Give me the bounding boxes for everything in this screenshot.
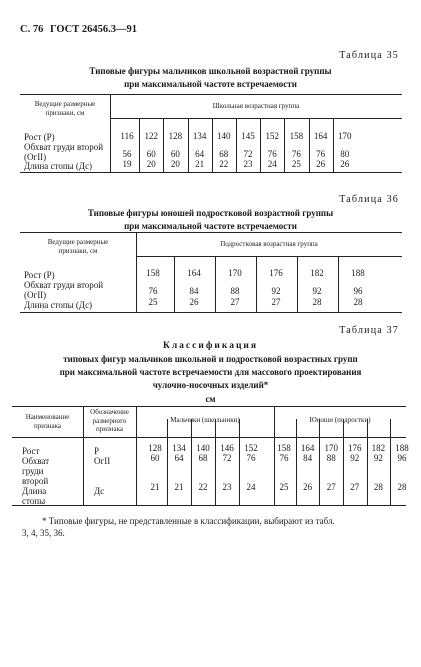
table37-youth-cell: 92 [373,453,383,463]
table36-cell: 158 [146,268,160,278]
table36-row-chest-code: (ОгII) [24,290,47,300]
table36-row-height: Рост (Р) [24,270,55,280]
table36-cell: 28 [312,297,322,307]
table35-cell: 60 [146,149,156,159]
table37-youth-cell: 28 [373,482,383,492]
table37-youth-cell: 158 [277,443,291,453]
table37-youth-cell: 84 [303,453,313,463]
table36-title-line1: Типовые фигуры юношей подростковой возрастной группы [87,208,334,218]
table37-youth-cell: 26 [303,482,313,492]
table35-cell: 170 [338,131,352,141]
table37-title-line0: Классификация [162,341,259,351]
table35-cell: 76 [267,149,277,159]
table37-boys-cell: 128 [148,443,162,453]
table37-boys-cell: 146 [220,443,234,453]
table36-column-divider [338,256,339,312]
table36-cell: 28 [353,297,363,307]
table35-cell: 24 [267,159,277,169]
standard-code: ГОСТ 26456.3—91 [49,24,138,35]
table37-youth-column-divider [343,419,344,505]
table35-cell: 20 [170,159,180,169]
table35-cell: 164 [313,131,328,141]
table35-column-divider [309,118,310,172]
table36-cell: 92 [312,286,322,296]
table35-label: Таблица 35 [339,50,399,61]
table35-cell: 22 [219,159,229,169]
table37-head-name: Наименование признака [25,413,70,430]
table35-cell: 21 [195,159,205,169]
table35-cell: 26 [340,159,350,169]
table35-title-line1: Типовые фигуры мальчиков школьной возрастной группы [89,66,332,76]
table35-cell: 26 [316,159,326,169]
table37-youth-cell: 76 [279,453,289,463]
table36-cell: 170 [228,268,242,278]
page-header [20,24,137,35]
table35-cell: 72 [243,149,253,159]
table37-row-height-name: Рост [22,446,40,456]
table37-youth-cell: 170 [324,443,338,453]
table35-cell: 140 [217,131,231,141]
table35-cell: 145 [241,131,255,141]
table35-cell: 158 [289,131,304,141]
table35-cell: 64 [195,149,205,159]
table35-cell: 76 [316,149,326,159]
table36-title-line2: при максимальной частоте встречаемости [124,221,297,231]
table35-column-divider [188,118,189,172]
table35-column-divider [139,118,140,172]
table35-cell: 20 [146,159,156,169]
table36-cell: 92 [271,286,281,296]
table36-cell: 27 [230,297,240,307]
table35-cell: 122 [144,131,158,141]
table37-title-line1: типовых фигур мальчиков школьной и подростковой возрастных групп [63,354,358,364]
table36-row-chest: Обхват груди второй [24,280,104,290]
table35-cell: 116 [120,131,134,141]
table36-cell: 88 [230,286,240,296]
table35-row-foot: Длина стопы (Дс) [24,161,93,171]
table36-cell: 182 [310,268,324,278]
table36-label: Таблица 36 [339,194,399,205]
table35-column-divider [260,118,261,172]
table37-row-chest-name1: Обхват [22,456,50,466]
table37-boys-cell: 64 [174,453,184,463]
table35-column-divider [333,118,334,172]
table35-cell: 23 [243,159,253,169]
table37-boys-column-divider [239,419,240,505]
table35-column-divider [284,118,285,172]
table37-youth-column-divider [367,419,368,505]
table37-boys-cell: 21 [174,482,184,492]
table35-cell: 25 [291,159,301,169]
table35-cell: 60 [170,149,180,159]
table35-cell: 76 [291,149,301,159]
table37-row-height-code: Р [94,446,100,456]
table36-cell: 25 [148,297,158,307]
table37-head-boys: Мальчики (школьники) [170,416,240,424]
footnote-line1: * Типовые фигуры, не представленные в классификации, выбирают из табл. [42,516,335,526]
table37-row-foot-name2: стопы [22,496,46,506]
table37-row-foot-code: Дс [94,486,105,496]
table36-head-feature: Ведущие размерные признаки, см [47,238,109,255]
table37-youth-cell: 28 [397,482,407,492]
table35-cell: 128 [168,131,183,141]
table36-cell: 176 [269,268,283,278]
table37-boys-cell: 23 [222,482,232,492]
table37-boys-cell: 72 [222,453,232,463]
table36-cell: 164 [187,268,201,278]
page-number: С. 76 [20,24,44,35]
table37-title-line3: чулочно-носочных изделий* [152,380,269,390]
table37-boys-cell: 152 [244,443,258,453]
table37-youth-cell: 176 [348,443,362,453]
table35-column-divider [163,118,164,172]
table35-head-group: Школьная возрастная группа [212,102,300,110]
table37-boys-cell: 21 [150,482,160,492]
table37-boys-cell: 60 [150,453,160,463]
table35-cell: 80 [340,149,350,159]
footnote-line2: 3, 4, 35, 36. [22,528,65,538]
table36-head-group: Подростковая возрастная группа [220,240,318,248]
table35-row-height: Рост (Р) [24,132,55,142]
table37-head-youth: Юноши (подростки) [309,416,371,424]
table35-cell: 134 [192,131,207,141]
table37-row-chest-name2: груди [22,466,44,476]
table37-youth-cell: 88 [326,453,336,463]
table37-head-code: Обозначение размерного признака [90,408,129,433]
table36-cell: 96 [353,286,363,296]
table36-cell: 76 [148,286,158,296]
table36-cell: 27 [271,297,281,307]
table37-title-line2: при максимальной частоте встречаемости для массового проектирования [59,367,362,377]
table36-column-divider [297,256,298,312]
table37-boys-cell: 24 [246,482,256,492]
table36-column-divider [256,256,257,312]
table37-boys-column-divider [215,419,216,505]
table36-row-foot: Длина стопы (Дс) [24,300,93,310]
table35-column-divider [212,118,213,172]
table36-cell: 84 [189,286,199,296]
table37-label: Таблица 37 [339,325,399,336]
table37-youth-column-divider [296,419,297,505]
table37-row-chest-name3: второй [22,476,49,486]
table35-title-line2: при максимальной частоте встречаемости [124,79,297,89]
table37-boys-column-divider [191,419,192,505]
table35-row-chest: Обхват груди второй [24,142,104,152]
table37-unit: см [205,394,216,404]
table37-row-foot-name1: Длина [22,486,47,496]
table37-youth-cell: 182 [371,443,386,453]
table35-head-feature: Ведущие размерные признаки, см [34,100,96,117]
table37-youth-cell: 27 [326,482,336,492]
table37-boys-cell: 140 [196,443,210,453]
table37-youth-cell: 92 [350,453,360,463]
table37-youth-column-divider [319,419,320,505]
table36-column-divider [174,256,175,312]
table35-cell: 68 [219,149,229,159]
table35-cell: 19 [122,159,132,169]
table37-youth-cell: 188 [395,443,409,453]
table35-cell: 152 [265,131,279,141]
table36-column-divider [215,256,216,312]
table37-youth-column-divider [390,419,391,505]
table37-boys-cell: 76 [246,453,256,463]
table37-boys-column-divider [167,419,168,505]
table37-youth-cell: 25 [279,482,289,492]
footnote [22,515,402,539]
table37-boys-cell: 134 [172,443,186,453]
table37-boys-cell: 68 [198,453,208,463]
table37-youth-cell: 96 [397,453,407,463]
table36-cell: 26 [189,297,199,307]
table37-youth-cell: 27 [350,482,360,492]
table37-boys-cell: 22 [198,482,208,492]
table35-cell: 56 [122,149,132,159]
table36-cell: 188 [351,268,365,278]
table35-row-chest-code: (ОгII) [24,152,47,162]
table37-row-chest-code: ОгII [94,456,111,466]
table35-column-divider [236,118,237,172]
table37-youth-cell: 164 [300,443,315,453]
